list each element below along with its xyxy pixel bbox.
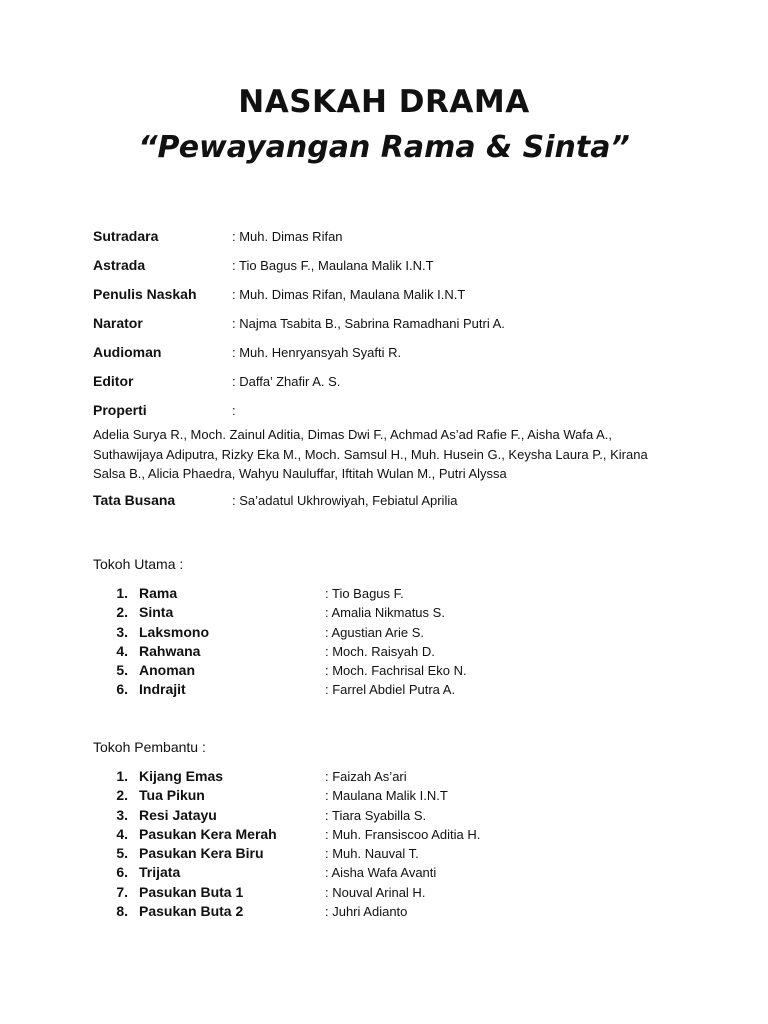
properti-names: Adelia Surya R., Moch. Zainul Aditia, Dimas Dwi F., Achmad As’ad Rafie F., Aisha Wafa A., Suthawijaya Adiputra, Rizky Eka M., Moch. Samsul H., Muh. Husein G., Keysha Laura P., Kirana Salsa B., Alicia Phaedra, Wahyu Nauluffar, Iftitah Wulan M., Putri Alyssa	[93, 427, 648, 481]
item-number: 6.	[116, 681, 128, 698]
actor-name: : Juhri Adianto	[325, 904, 408, 920]
credit-label: Narator	[93, 315, 143, 331]
credit-value: : Muh. Henryansyah Syafti R.	[232, 345, 402, 360]
credits-block	[93, 228, 693, 521]
item-number: 3.	[116, 623, 128, 640]
tokoh-pembantu-heading: Tokoh Pembantu :	[93, 739, 206, 755]
list-item	[116, 662, 616, 681]
actor-name: : Amalia Nikmatus S.	[325, 605, 445, 621]
credit-label: Audioman	[93, 344, 162, 360]
list-item	[116, 604, 616, 623]
item-number: 2.	[116, 604, 128, 621]
character-name: Sinta	[139, 604, 174, 621]
list-item	[116, 807, 616, 826]
actor-name: : Muh. Nauval T.	[325, 846, 419, 862]
list-item	[116, 884, 616, 903]
document-subtitle: “Pewayangan Rama & Sinta”	[138, 130, 630, 165]
credit-row-properti	[93, 402, 693, 431]
tokoh-utama-list	[116, 585, 616, 701]
list-item	[116, 826, 616, 845]
credit-row-audioman	[93, 344, 693, 373]
list-item	[116, 787, 616, 806]
credit-label: Properti	[93, 402, 147, 418]
character-name: Pasukan Buta 2	[139, 903, 244, 920]
credit-value: : Sa’adatul Ukhrowiyah, Febiatul Aprilia	[232, 492, 458, 508]
character-name: Laksmono	[139, 623, 210, 640]
character-name: Pasukan Buta 1	[139, 883, 244, 900]
character-name: Tua Pikun	[139, 787, 205, 804]
credit-label: Sutradara	[93, 228, 159, 244]
credit-row-sutradara	[93, 228, 693, 257]
item-number: 4.	[116, 642, 128, 659]
list-item	[116, 624, 616, 643]
list-item	[116, 768, 616, 787]
document-title: NASKAH DRAMA	[238, 84, 530, 120]
credit-value: : Tio Bagus F., Maulana Malik I.N.T	[232, 258, 434, 273]
actor-name: : Muh. Fransiscoo Aditia H.	[325, 826, 481, 842]
item-number: 5.	[116, 845, 128, 862]
credit-label: Penulis Naskah	[93, 286, 197, 302]
list-item	[116, 845, 616, 864]
credit-row-astrada	[93, 257, 693, 286]
list-item	[116, 643, 616, 662]
actor-name: : Tiara Syabilla S.	[325, 807, 427, 823]
credit-label: Tata Busana	[93, 491, 176, 508]
credit-label: Astrada	[93, 257, 146, 273]
actor-name: : Moch. Fachrisal Eko N.	[325, 663, 467, 679]
list-item	[116, 681, 616, 700]
character-name: Pasukan Kera Merah	[139, 825, 277, 842]
list-item	[116, 903, 616, 922]
character-name: Rahwana	[139, 642, 201, 659]
actor-name: : Moch. Raisyah D.	[325, 643, 435, 659]
credit-value: : Muh. Dimas Rifan, Maulana Malik I.N.T	[232, 287, 466, 302]
credit-value: : Najma Tsabita B., Sabrina Ramadhani Putri A.	[232, 316, 505, 331]
item-number: 1.	[116, 768, 128, 784]
list-item	[116, 585, 616, 604]
character-name: Rama	[139, 585, 178, 601]
actor-name: : Agustian Arie S.	[325, 624, 425, 640]
character-name: Anoman	[139, 662, 195, 679]
credit-label: Editor	[93, 373, 134, 389]
character-name: Resi Jatayu	[139, 806, 217, 823]
actor-name: : Farrel Abdiel Putra A.	[325, 682, 456, 698]
character-name: Indrajit	[139, 681, 186, 698]
actor-name: : Aisha Wafa Avanti	[325, 865, 437, 881]
credit-row-penulis-naskah	[93, 286, 693, 315]
item-number: 6.	[116, 864, 128, 881]
credit-row-editor	[93, 373, 693, 402]
item-number: 5.	[116, 662, 128, 679]
actor-name: : Tio Bagus F.	[325, 586, 404, 601]
credit-value: :	[232, 403, 236, 418]
actor-name: : Nouval Arinal H.	[325, 884, 426, 900]
credit-value: : Muh. Dimas Rifan	[232, 229, 343, 244]
tokoh-utama-heading: Tokoh Utama :	[93, 556, 184, 572]
item-number: 2.	[116, 787, 128, 804]
actor-name: : Faizah As’ari	[325, 769, 407, 784]
character-name: Trijata	[139, 864, 181, 881]
credit-row-narator	[93, 315, 693, 344]
credit-row-tata-busana	[93, 492, 693, 521]
tokoh-pembantu-list	[116, 768, 616, 922]
list-item	[116, 864, 616, 883]
character-name: Pasukan Kera Biru	[139, 845, 264, 862]
actor-name: : Maulana Malik I.N.T	[325, 788, 448, 804]
character-name: Kijang Emas	[139, 768, 224, 784]
credit-value: : Daffa’ Zhafir A. S.	[232, 374, 341, 389]
item-number: 7.	[116, 883, 128, 900]
item-number: 3.	[116, 806, 128, 823]
item-number: 8.	[116, 903, 128, 920]
item-number: 4.	[116, 825, 128, 842]
item-number: 1.	[116, 585, 128, 601]
